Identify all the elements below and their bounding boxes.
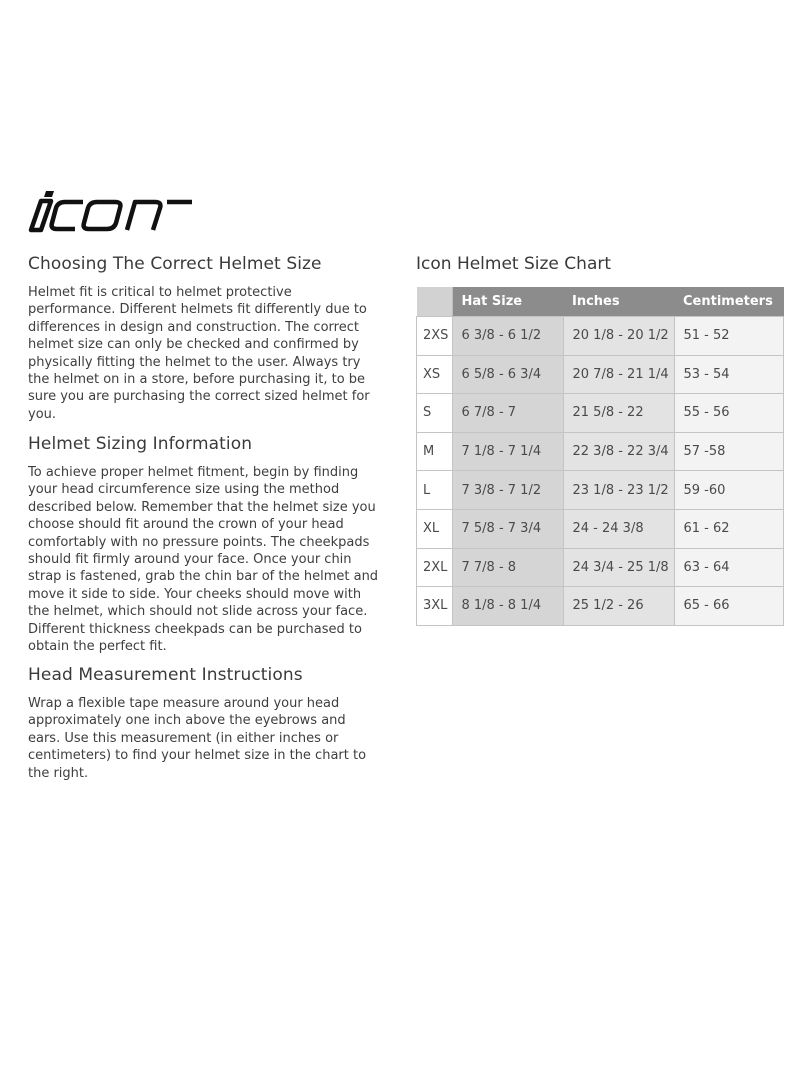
size-label: XL [417,509,453,548]
table-row [417,432,784,471]
header-centimeters: Centimeters [674,287,784,317]
hat-size-cell: 6 3/8 - 6 1/2 [452,317,563,356]
centimeters-cell: 53 - 54 [674,355,784,394]
hat-size-cell: 6 7/8 - 7 [452,394,563,433]
header-inches: Inches [563,287,674,317]
inches-cell: 20 7/8 - 21 1/4 [563,355,674,394]
centimeters-cell: 55 - 56 [674,394,784,433]
table-row [417,548,784,587]
section-title: Helmet Sizing Information [28,434,253,454]
size-label: M [417,432,453,471]
hat-size-cell: 7 3/8 - 7 1/2 [452,471,563,510]
section-choosing-size [28,254,380,423]
section-body: Wrap a flexible tape measure around your head approximately one inch above the eyebrows and ears. Use this measurement (in either inches or centimeters) to find your helmet size in the chart to the right. [28,696,367,781]
hat-size-cell: 7 5/8 - 7 3/4 [452,509,563,548]
header-hat-size: Hat Size [452,287,563,317]
centimeters-cell: 59 -60 [674,471,784,510]
inches-cell: 25 1/2 - 26 [563,587,674,626]
table-row [417,471,784,510]
inches-cell: 24 3/4 - 25 1/8 [563,548,674,587]
inches-cell: 22 3/8 - 22 3/4 [563,432,674,471]
inches-cell: 21 5/8 - 22 [563,394,674,433]
inches-cell: 20 1/8 - 20 1/2 [563,317,674,356]
table-row [417,394,784,433]
table-row [417,355,784,394]
size-label: 3XL [417,587,453,626]
size-label: 2XL [417,548,453,587]
centimeters-cell: 61 - 62 [674,509,784,548]
hat-size-cell: 7 7/8 - 8 [452,548,563,587]
size-chart-table [416,287,784,626]
table-header-row [417,287,784,317]
size-label: S [417,394,453,433]
centimeters-cell: 57 -58 [674,432,784,471]
centimeters-cell: 63 - 64 [674,548,784,587]
icon-brand-logo [27,187,195,233]
section-measurement [28,665,380,782]
header-corner [417,287,453,317]
table-row [417,587,784,626]
size-label: L [417,471,453,510]
size-chart-panel [416,254,784,614]
size-label: 2XS [417,317,453,356]
inches-cell: 24 - 24 3/8 [563,509,674,548]
centimeters-cell: 51 - 52 [674,317,784,356]
section-title: Head Measurement Instructions [28,665,303,685]
section-body: To achieve proper helmet fitment, begin by finding your head circumference size using the method described below. Remember that the helmet size you choose should fit around the crown of your head comfortably with no pressure points. The cheekpads should fit firmly around your face. Once your chin strap is fastened, grab the chin bar of the helmet and move it side to side. Your cheeks should move with the helmet, which should not slide across your face. Different thickness cheekpads can be purchased to obtain the perfect fit. [28,465,379,655]
size-label: XS [417,355,453,394]
hat-size-cell: 8 1/8 - 8 1/4 [452,587,563,626]
hat-size-cell: 7 1/8 - 7 1/4 [452,432,563,471]
inches-cell: 23 1/8 - 23 1/2 [563,471,674,510]
section-body: Helmet fit is critical to helmet protective performance. Different helmets fit differently due to differences in design and construction. The correct helmet size can only be checked and confirmed by physically fitting the helmet to the user. Always try the helmet on in a store, before purchasing it, to be sure you are purchasing the correct sized helmet for you. [28,285,370,422]
table-row [417,509,784,548]
centimeters-cell: 65 - 66 [674,587,784,626]
section-title: Choosing The Correct Helmet Size [28,254,322,274]
table-row [417,317,784,356]
chart-title: Icon Helmet Size Chart [416,254,612,274]
hat-size-cell: 6 5/8 - 6 3/4 [452,355,563,394]
section-sizing-info [28,434,380,655]
